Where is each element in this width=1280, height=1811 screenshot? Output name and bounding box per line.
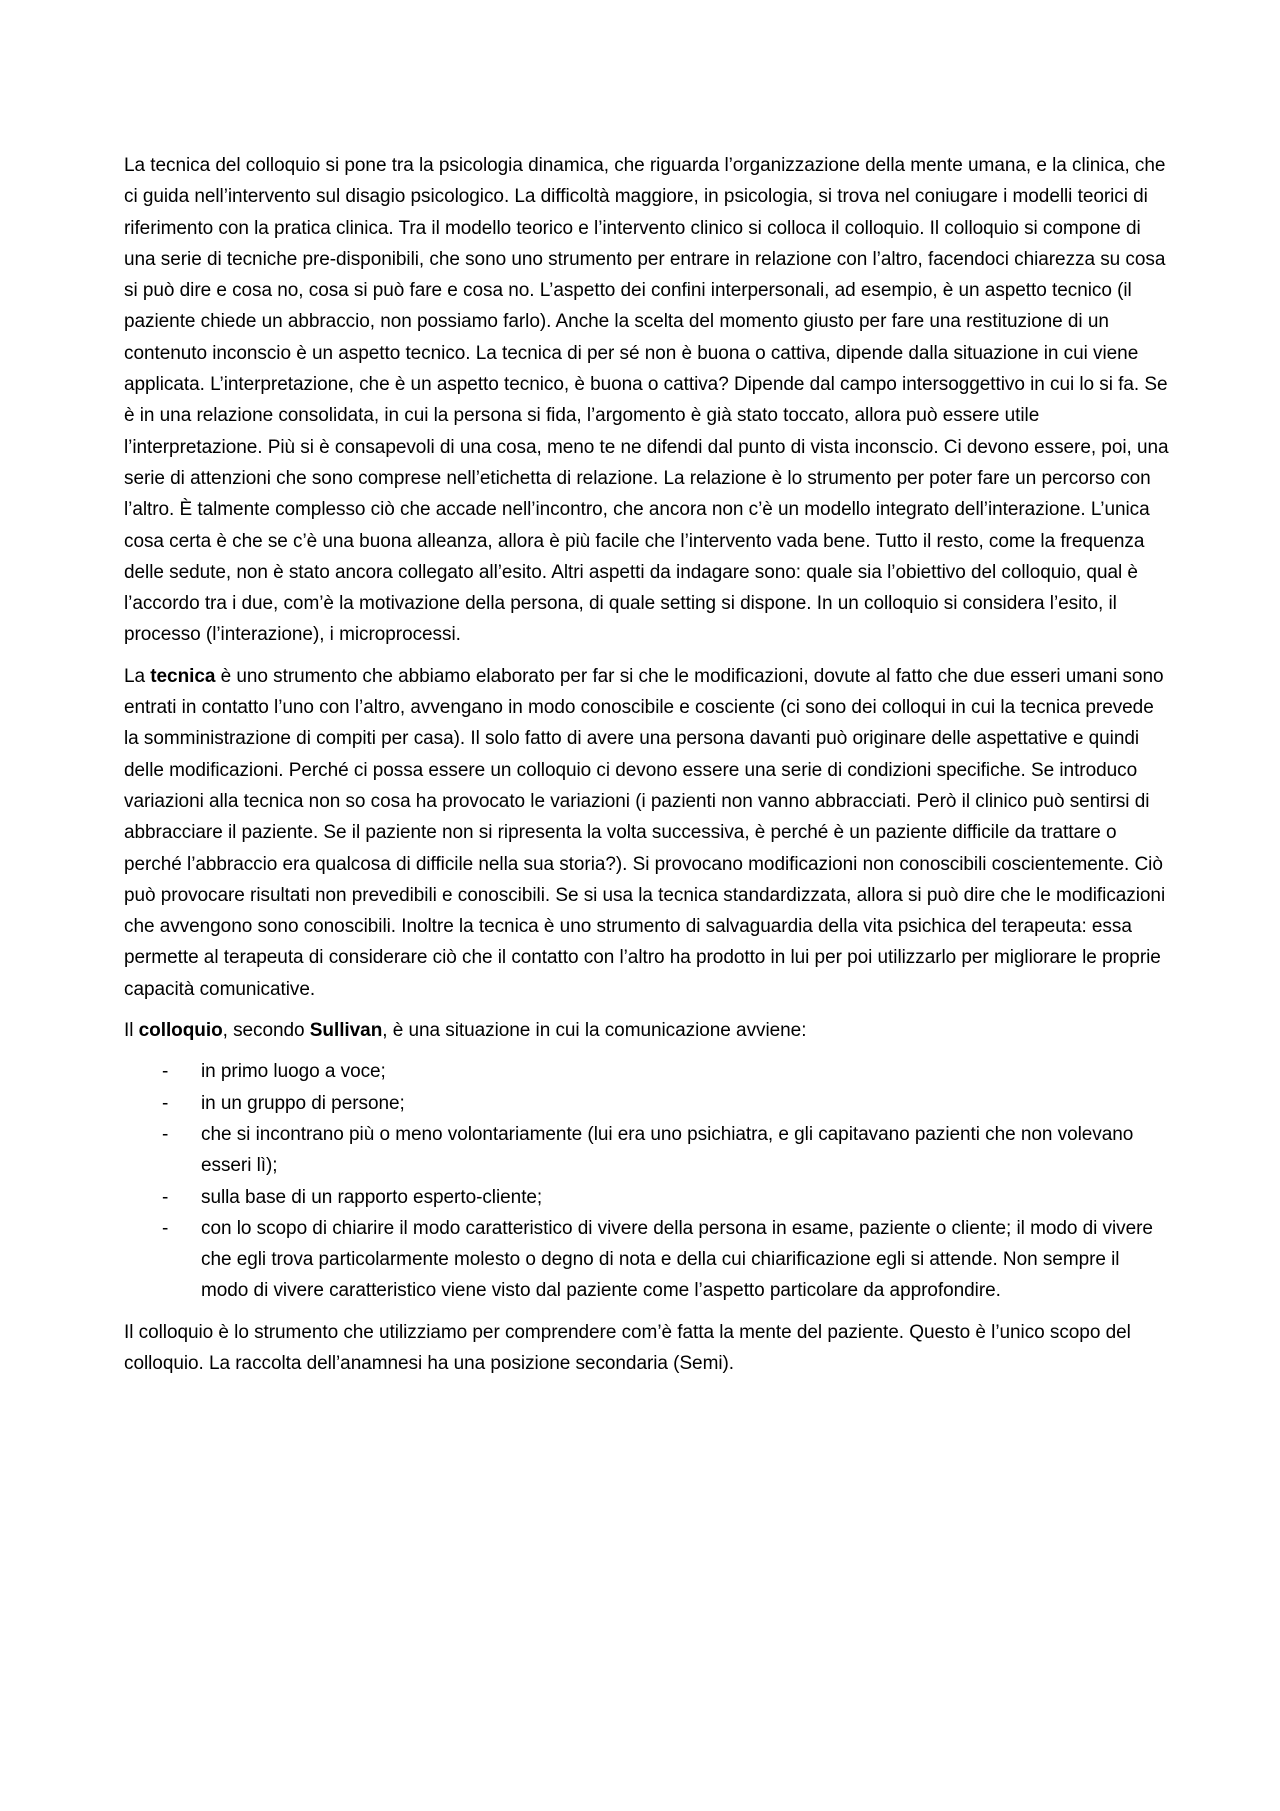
list-item-text: che si incontrano più o meno volontariamente (lui era uno psichiatra, e gli capitavano pazienti che non volevano esseri lì); <box>201 1123 1134 1177</box>
list-item <box>124 1119 1170 1182</box>
bullet-dash: - <box>162 1217 169 1239</box>
paragraph-conclusion: Il colloquio è lo strumento che utilizziamo per comprendere com’è fatta la mente del paziente. Questo è l’unico scopo del colloquio. La raccolta dell’anamnesi ha una posizione secondaria (Semi). <box>124 1321 1131 1374</box>
sullivan-bold-author: Sullivan <box>309 1020 383 1042</box>
bullet-dash: - <box>162 1123 169 1145</box>
tecnica-bold-term: tecnica <box>150 665 216 687</box>
colloquio-middle: , secondo <box>222 1020 310 1042</box>
list-item <box>124 1088 1170 1119</box>
list-item <box>124 1213 1170 1307</box>
bullet-dash: - <box>162 1092 169 1114</box>
list-item-text: sulla base di un rapporto esperto-cliente; <box>201 1186 543 1208</box>
colloquio-bold-term: colloquio <box>138 1020 223 1042</box>
colloquio-lead: Il <box>124 1020 139 1042</box>
list-item-text: con lo scopo di chiarire il modo caratteristico di vivere della persona in esame, paziente o cliente; il modo di vivere che egli trova particolarmente molesto o degno di nota e della cui chiarificazione egli si attende. Non sempre il modo di vivere caratteristico viene visto dal paziente come l’aspetto particolare da approfondire. <box>201 1217 1153 1302</box>
tecnica-lead: La <box>124 665 151 687</box>
paragraph-colloquio-sullivan <box>124 1015 1170 1046</box>
colloquio-rest: , è una situazione in cui la comunicazione avviene: <box>382 1020 807 1042</box>
tecnica-rest: è uno strumento che abbiamo elaborato per far si che le modificazioni, dovute al fatto che due esseri umani sono entrati in contatto l’uno con l’altro, avvengano in modo conoscibile e cosciente (ci sono dei colloqui in cui la tecnica prevede la somministrazione di compiti per casa). Il solo fatto di avere una persona davanti può originare delle aspettative e quindi delle modificazioni. Perché ci possa essere un colloquio ci devono essere una serie di condizioni specifiche. Se introduco variazioni alla tecnica non so cosa ha provocato le variazioni (i pazienti non vanno abbracciati. Però il clinico può sentirsi di abbracciare il paziente. Se il paziente non si ripresenta la volta successiva, è perché è un paziente difficile da trattare o perché l’abbraccio era qualcosa di difficile nella sua storia?). Si provocano modificazioni non conoscibili coscientemente. Ciò può provocare risultati non prevedibili e conoscibili. Se si usa la tecnica standardizzata, allora si può dire che le modificazioni che avvengono sono conoscibili. Inoltre la tecnica è uno strumento di salvaguardia della vita psichica del terapeuta: essa permette al terapeuta di considerare ciò che il contatto con l’altro ha prodotto in lui per poi utilizzarlo per migliorare le proprie capacità comunicative. <box>124 665 1166 1000</box>
sullivan-bullet-list <box>124 1056 1170 1306</box>
list-item <box>124 1056 1170 1087</box>
document-page <box>124 150 1170 1389</box>
list-item-text: in un gruppo di persone; <box>201 1092 405 1114</box>
paragraph-tecnica <box>124 661 1170 1005</box>
list-item <box>124 1182 1170 1213</box>
list-item-text: in primo luogo a voce; <box>201 1061 386 1083</box>
bullet-dash: - <box>162 1186 169 1208</box>
bullet-dash: - <box>162 1061 169 1083</box>
paragraph-intro: La tecnica del colloquio si pone tra la psicologia dinamica, che riguarda l’organizzazione della mente umana, e la clinica, che ci guida nell’intervento sul disagio psicologico. La difficoltà maggiore, in psicologia, si trova nel coniugare i modelli teorici di riferimento con la pratica clinica. Tra il modello teorico e l’intervento clinico si colloca il colloquio. Il colloquio si compone di una serie di tecniche pre-disponibili, che sono uno strumento per entrare in relazione con l’altro, facendoci chiarezza su cosa si può dire e cosa no, cosa si può fare e cosa no. L’aspetto dei confini interpersonali, ad esempio, è un aspetto tecnico (il paziente chiede un abbraccio, non possiamo farlo). Anche la scelta del momento giusto per fare una restituzione di un contenuto inconscio è un aspetto tecnico. La tecnica di per sé non è buona o cattiva, dipende dalla situazione in cui viene applicata. L’interpretazione, che è un aspetto tecnico, è buona o cattiva? Dipende dal campo intersoggettivo in cui lo si fa. Se è in una relazione consolidata, in cui la persona si fida, l’argomento è già stato toccato, allora può essere utile l’interpretazione. Più si è consapevoli di una cosa, meno te ne difendi dal punto di vista inconscio. Ci devono essere, poi, una serie di attenzioni che sono comprese nell’etichetta di relazione. La relazione è lo strumento per poter fare un percorso con l’altro. È talmente complesso ciò che accade nell’incontro, che ancora non c’è un modello integrato dell’interazione. L’unica cosa certa è che se c’è una buona alleanza, allora è più facile che l’intervento vada bene. Tutto il resto, come la frequenza delle sedute, non è stato ancora collegato all’esito. Altri aspetti da indagare sono: quale sia l’obiettivo del colloquio, qual è l’accordo tra i due, com’è la motivazione della persona, di quale setting si dispone. In un colloquio si considera l’esito, il processo (l’interazione), i microprocessi. <box>124 155 1169 646</box>
